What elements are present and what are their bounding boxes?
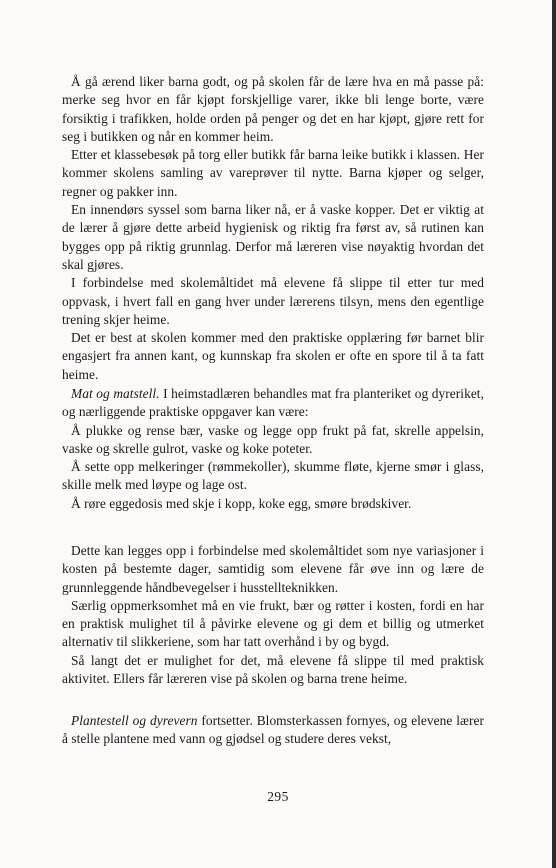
plantestell-paragraph: [62, 712, 484, 749]
page-number: 295: [267, 789, 289, 804]
paragraph: Å gå ærend liker barna godt, og på skolen får de lære hva en må passe på: merke seg hvor en får kjøpt forskjellige varer, ikke bli lenge borte, være forsiktig i trafikken, holde orden på penger og det en har kjøpt, gjøre rett for seg i butikken og når en kommer heim.: [62, 74, 484, 144]
body-text-top: [62, 73, 484, 384]
mat-section: [62, 385, 484, 513]
body-text-middle: [62, 542, 484, 688]
paragraph: Dette kan legges opp i forbindelse med skolemåltidet som nye variasjoner i kosten på bestemte dager, samtidig som elevene får øve inn og lære de grunnleggende håndbevegelser i husstellteknikken.: [62, 543, 484, 595]
paragraph: En innendørs syssel som barna liker nå, er å vaske kopper. Det er viktig at de lærer å gjøre dette arbeid hygienisk og riktig fra først av, så rutinen kan bygges opp på riktig grunnlag. Derfor må læreren vise nøyaktig hvordan det skal gjøres.: [62, 202, 484, 272]
paragraph: Så langt det er mulighet for det, må elevene få slippe til med praktisk aktivitet. Ellers får læreren vise på skolen og barna trene heime.: [62, 652, 484, 687]
plantestell-text: fortsetter. Blomsterkassen fornyes, og elevene lærer å stelle plantene med vann og gjødsel og studere deres vekst,: [62, 713, 484, 747]
activity-item: Å røre eggedosis med skje i kopp, koke egg, smøre brødskiver.: [71, 495, 412, 511]
paragraph: Særlig oppmerksomhet må en vie frukt, bær og røtter i kosten, fordi en har en praktisk mulighet til å påvirke elevene og gi dem et billig og utmerket alternativ til slikkeriene, som har tatt overhånd i by og bygd.: [62, 597, 484, 650]
plantestell-section: [62, 712, 484, 749]
mat-intro-text: I heimstadlæren behandles mat fra planteriket og dyreriket, og nærliggende praktiske oppgaver kan være:: [62, 386, 484, 420]
paragraph: I forbindelse med skolemåltidet må elevene få slippe til etter tur med oppvask, i hvert fall en gang hver under lærerens tilsyn, mens den egentlige trening skjer heime.: [62, 275, 484, 327]
activity-item: Å plukke og rense bær, vaske og legge opp frukt på fat, skrelle appelsin, vaske og skrelle gulrot, vaske og koke poteter.: [62, 422, 484, 456]
mat-intro-paragraph: [62, 385, 484, 422]
section-heading-mat: Mat og matstell.: [71, 386, 160, 401]
activity-item: Å sette opp melkeringer (rømmekoller), skumme fløte, kjerne smør i glass, skille melk med løype og lage ost.: [62, 459, 484, 493]
paragraph: Det er best at skolen kommer med den praktiske opplæring før barnet blir engasjert fra annen kant, og kunnskap fra skolen er ofte en spore til å ta fatt heime.: [62, 330, 484, 382]
scan-edge: [552, 0, 556, 868]
section-heading-plantestell: Plantestell og dyrevern: [71, 713, 198, 728]
paragraph: Etter et klassebesøk på torg eller butikk får barna leike butikk i klassen. Her kommer skolens samling av vareprøver til nytte. Barna kjøper og selger, regner og pakker inn.: [62, 147, 484, 199]
